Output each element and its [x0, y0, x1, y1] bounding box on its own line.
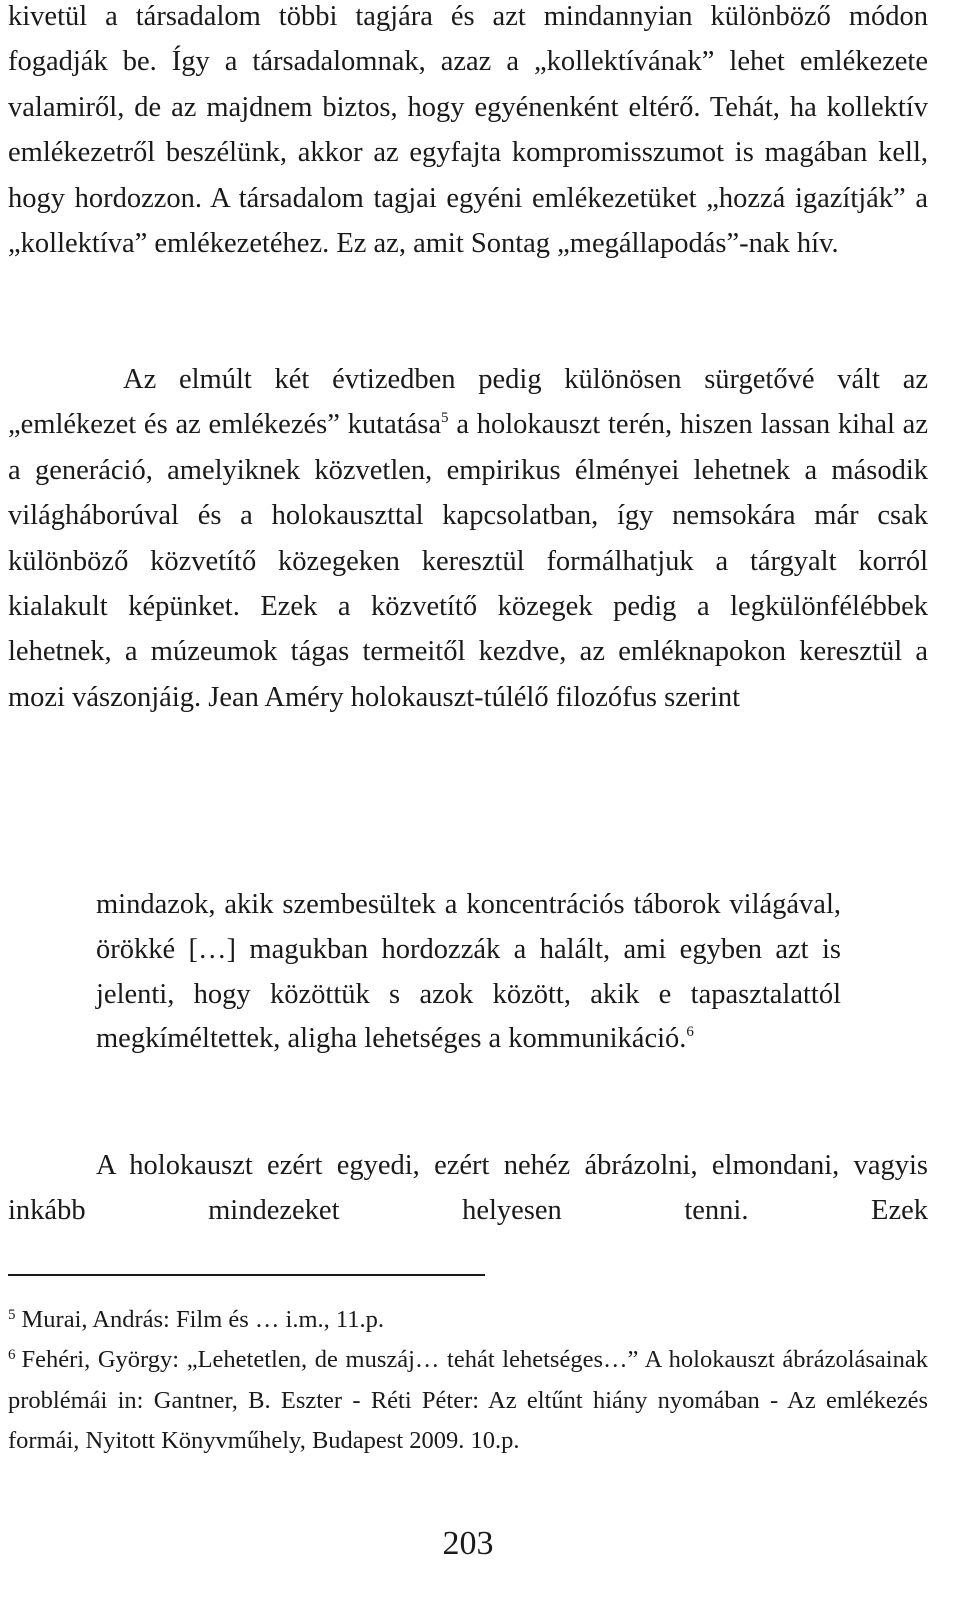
footnote-5-number: 5 — [8, 1306, 16, 1323]
body-paragraph-2 — [8, 357, 928, 720]
body-paragraph-1: kivetül a társadalom többi tagjára és azt mindannyian különböző módon fogadják be. Így a társadalomnak, azaz a „kollektívának” lehet emlékezete valamiről, de az majdnem biztos, hogy egyénenként eltérő. Tehát, ha kollektív emlékezetről beszélünk, akkor az egyfajta kompromisszumot is magában kell, hogy hordozzon. A társadalom tagjai egyéni emlékezetüket „hozzá igazítják” a „kollektíva” emlékezetéhez. Ez az, amit Sontag „megállapodás”-nak hív. — [8, 1, 928, 260]
quote-text: mindazok, akik szembesültek a koncentrációs táborok világával, örökké […] magukban hordozzák a halált, ami egyben azt is jelenti, hogy közöttük s azok között, akik e tapasztalattól megkíméltettek, aligha lehetséges a kommunikáció. — [96, 889, 841, 1055]
paragraph-2-text-end: a holokauszt terén, hiszen lassan kihal az a generáció, amelyiknek közvetlen, empirikus élményei lehetnek a második világháborúval és a holokauszttal kapcsolatban, így nemsokára már csak különböző közvetítő közegeken keresztül formálhatjuk a tárgyalt korról kialakult képünket. Ezek a közvetítő közegek pedig a legkülönfélébbek lehetnek, a múzeumok tágas termeitől kezdve, az emléknapokon keresztül a mozi vászonjáig. Jean Améry holokauszt-túlélő filozófus szerint — [8, 409, 928, 713]
footnote-6-text: Fehéri, György: „Lehetetlen, de muszáj… tehát lehetséges…” A holokauszt ábrázolásainak problémái in: Gantner, B. Eszter - Réti Péter: Az eltűnt hiány nyomában - Az emlékezés formái, Nyitott Könyvműhely, Budapest 2009. 10.p. — [8, 1346, 928, 1455]
paragraph-2-text-start: Az elmúlt két évtizedben pedig különösen sürgetővé vált az „emlékezet és az emlékezés” kutatása — [8, 364, 928, 441]
footnote-reference-5[interactable]: 5 — [441, 410, 449, 427]
block-quote — [96, 883, 841, 1062]
body-paragraph-3: A holokauszt ezért egyedi, ezért nehéz ábrázolni, elmondani, vagyis inkább mindezeket helyesen tenni. Ezek — [8, 1150, 928, 1227]
footnote-5-text: Murai, András: Film és … i.m., 11.p. — [21, 1306, 384, 1333]
page-number: 203 — [442, 1525, 494, 1562]
footnote-separator — [8, 1274, 485, 1276]
footnote-5 — [8, 1300, 928, 1341]
footnote-6 — [8, 1340, 928, 1462]
footnote-6-number: 6 — [8, 1346, 16, 1363]
footnote-reference-6[interactable]: 6 — [686, 1024, 694, 1041]
